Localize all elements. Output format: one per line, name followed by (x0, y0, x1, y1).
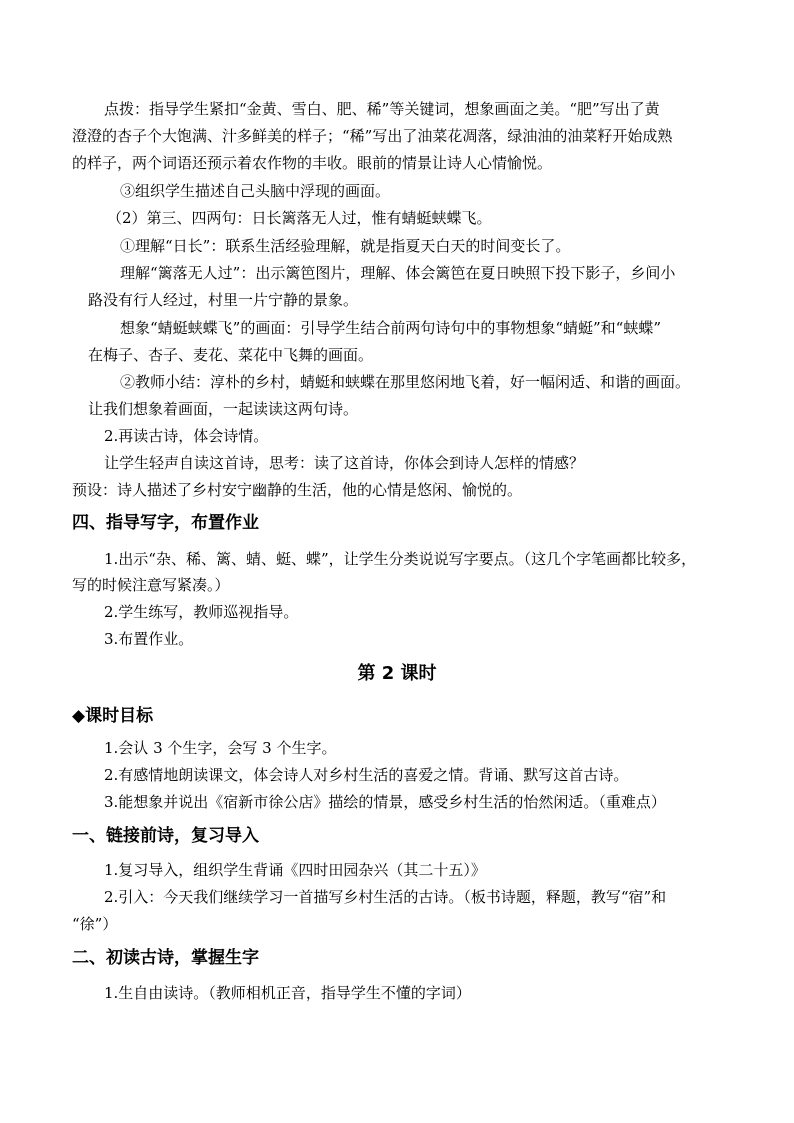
text-line: 3.布置作业。 (104, 630, 194, 648)
text-line: 理解“篱落无人过”：出示篱笆图片，理解、体会篱笆在夏日映照下投下影子，乡间小 (120, 264, 676, 282)
section-heading: 四、指导写字，布置作业 (72, 513, 259, 533)
text-line: 澄澄的杏子个大饱满、汁多鲜美的样子；“稀”写出了油菜花凋落，绿油油的油菜籽开始成熟 (72, 127, 673, 145)
text-line: 2.再读古诗，体会诗情。 (104, 427, 269, 445)
text-line: 让学生轻声自读这首诗，思考：读了这首诗，你体会到诗人怎样的情感？ (104, 454, 585, 472)
section-heading: 二、初读古诗，掌握生字 (72, 948, 259, 968)
text-line: “徐”） (72, 915, 118, 933)
text-line: 2.引入：今天我们继续学习一首描写乡村生活的古诗。（板书诗题，释题，教写“宿”和 (104, 888, 667, 906)
text-line: ②教师小结：淳朴的乡村，蜻蜓和蛱蝶在那里悠闲地飞着，好一幅闲适、和谐的画面。 (120, 373, 691, 391)
text-line: 2.学生练写，教师巡视指导。 (104, 603, 299, 621)
text-line: （2）第三、四两句：日长篱落无人过，惟有蜻蜓蛱蝶飞。 (107, 209, 492, 227)
text-line: 让我们想象着画面，一起读读这两句诗。 (88, 400, 359, 418)
text-line: 预设：诗人描述了乡村安宁幽静的生活，他的心情是悠闲、愉悦的。 (72, 481, 523, 499)
text-line: 写的时候注意写紧凑。） (72, 576, 230, 594)
text-line: 路没有行人经过，村里一片宁静的景象。 (88, 291, 359, 309)
text-line: 想象“蜻蜓蛱蝶飞”的画面：引导学生结合前两句诗句中的事物想象“蜻蜓”和“蛱蝶” (120, 319, 662, 337)
section-heading: 一、链接前诗，复习导入 (72, 826, 259, 846)
text-line: 的样子，两个词语还预示着农作物的丰收。眼前的情景让诗人心情愉悦。 (72, 154, 553, 172)
text-line: 1.复习导入，组织学生背诵《四时田园杂兴（其二十五）》 (104, 861, 486, 879)
text-line: 在梅子、杏子、麦花、菜花中飞舞的画面。 (88, 346, 374, 364)
goal-item: 3.能想象并说出《宿新市徐公店》描绘的情景，感受乡村生活的怡然闲适。（重难点） (104, 793, 666, 811)
text-line: ③组织学生描述自己头脑中浮现的画面。 (120, 182, 391, 200)
text-line: 点拨：指导学生紧扣“金黄、雪白、肥、稀”等关键词，想象画面之美。“肥”写出了黄 (104, 100, 660, 118)
text-line: 1.生自由读诗。（教师相机正音，指导学生不懂的字词） (104, 984, 471, 1002)
goal-item: 1.会认 3 个生字，会写 3 个生字。 (104, 739, 337, 757)
text-line: ①理解“日长”：联系生活经验理解，就是指夏天白天的时间变长了。 (120, 237, 571, 255)
lesson-title: 第 2 课时 (357, 663, 437, 684)
text-line: 1.出示“杂、稀、篱、蜻、蜓、蝶”，让学生分类说说写字要点。（这几个字笔画都比较多， (104, 550, 697, 568)
goals-heading: ◆课时目标 (72, 706, 154, 726)
goal-item: 2.有感情地朗读课文，体会诗人对乡村生活的喜爱之情。背诵、默写这首古诗。 (104, 766, 629, 784)
